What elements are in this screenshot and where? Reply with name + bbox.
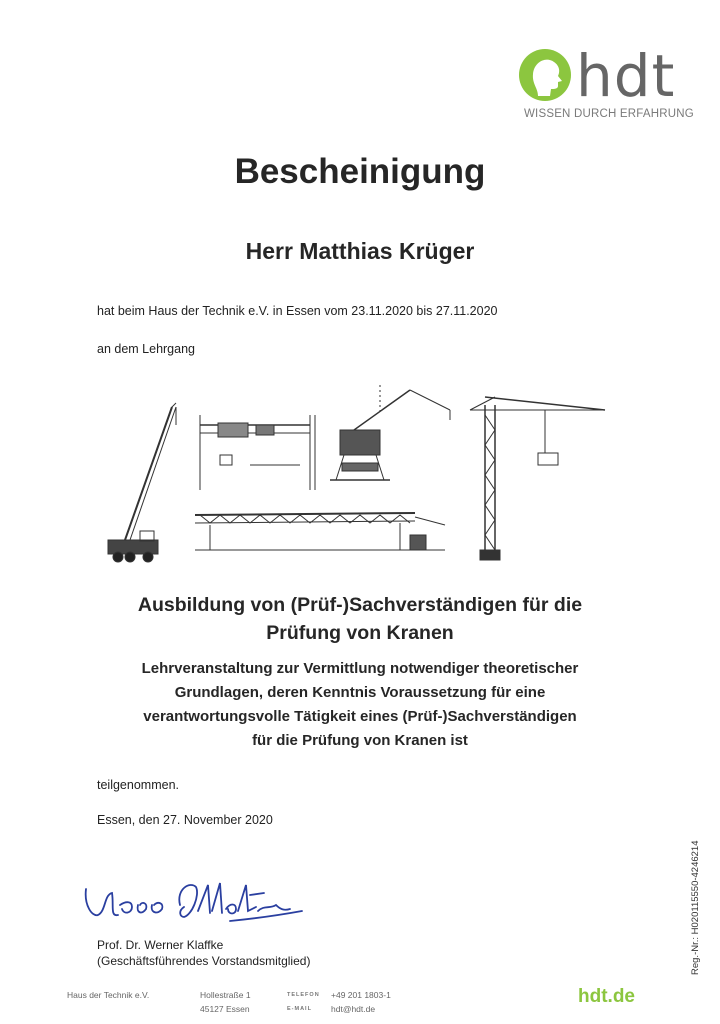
footer-city: 45127 Essen (200, 1004, 250, 1014)
registration-number: Reg.-Nr.: H020115550-4246214 (690, 840, 701, 975)
course-title-line: Ausbildung von (Prüf-)Sachverständigen für die (137, 594, 583, 616)
footer-email-label: E-MAIL (287, 1006, 312, 1012)
course-title-line: Prüfung von Kranen (266, 622, 454, 644)
participated-text: teilgenommen. (97, 778, 179, 792)
tower-crane-drawing (470, 397, 605, 560)
hdt-logo (516, 42, 694, 128)
signature (80, 875, 310, 933)
port-crane-drawing (330, 385, 450, 480)
course-description (70, 657, 650, 753)
mobile-crane-drawing (108, 403, 176, 562)
attendance-line: hat beim Haus der Technik e.V. in Essen vom 23.11.2020 bis 27.11.2020 (97, 304, 498, 318)
footer-phone-label: TELEFON (287, 992, 320, 998)
course-intro: an dem Lehrgang (97, 342, 195, 356)
place-date: Essen, den 27. November 2020 (97, 813, 273, 827)
bridge-crane-drawing (195, 513, 445, 550)
certificate-title: Bescheinigung (234, 152, 486, 191)
course-desc-line: Lehrveranstaltung zur Vermittlung notwendiger theoretischer (141, 660, 579, 677)
signer-block (97, 937, 310, 969)
head-profile-icon (518, 48, 572, 104)
signer-role: (Geschäftsführendes Vorstandsmitglied) (97, 954, 311, 968)
footer-street: Hollestraße 1 (200, 990, 251, 1000)
footer-website[interactable]: hdt.de (578, 986, 635, 1007)
course-desc-line: Grundlagen, deren Kenntnis Voraussetzung für eine (174, 684, 546, 701)
course-title (60, 591, 660, 647)
course-desc-line: verantwortungsvolle Tätigkeit eines (Prüf-)Sachverständigen (143, 708, 577, 725)
logo-wordmark: hdt (576, 42, 676, 110)
crane-illustration (100, 385, 620, 570)
gantry-crane-drawing (200, 415, 315, 490)
recipient-name: Herr Matthias Krüger (245, 238, 475, 264)
footer-email[interactable]: hdt@hdt.de (331, 1004, 376, 1014)
footer-org: Haus der Technik e.V. (67, 990, 150, 1000)
logo-tagline: WISSEN DURCH ERFAHRUNG (524, 108, 694, 120)
footer-phone: +49 201 1803-1 (331, 990, 391, 1000)
course-desc-line: für die Prüfung von Kranen ist (252, 732, 468, 749)
signer-name: Prof. Dr. Werner Klaffke (97, 938, 224, 952)
